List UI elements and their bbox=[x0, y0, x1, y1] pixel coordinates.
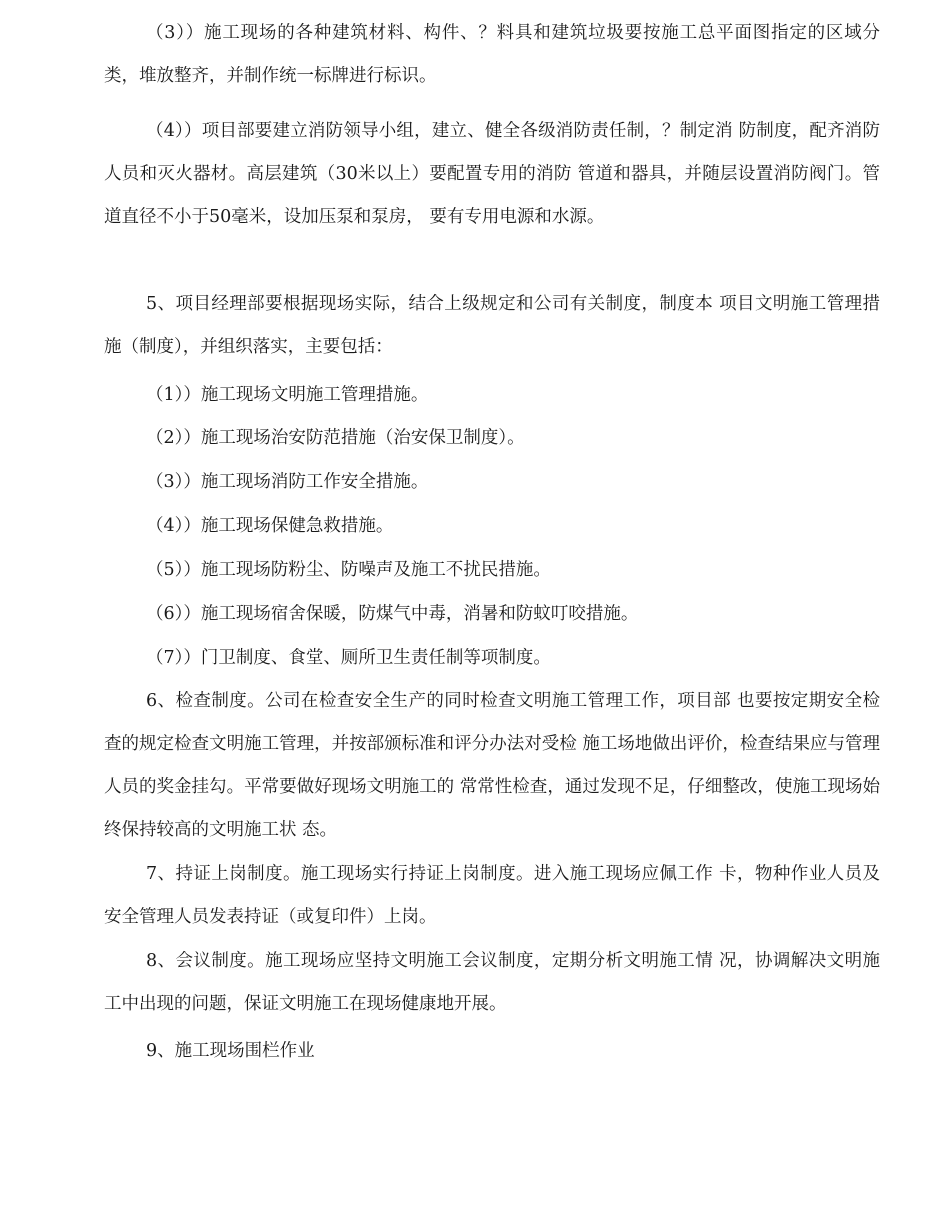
paragraph-meeting: 8、会议制度。施工现场应坚持文明施工会议制度，定期分析文明施工情 况，协调解决文明施工中出现的问题，保证文明施工在现场健康地开展。 bbox=[104, 951, 880, 1014]
paragraph-measures-intro: 5、项目经理部要根据现场实际，结合上级规定和公司有关制度，制度本 项目文明施工管理措施（制度），并组织落实，主要包括： bbox=[104, 294, 880, 357]
list-item: （6））施工现场宿舍保暖，防煤气中毒，消暑和防蚊叮咬措施。 bbox=[146, 604, 639, 624]
paragraph-materials: （3））施工现场的各种建筑材料、构件、？料具和建筑垃圾要按施工总平面图指定的区域分类，堆放整齐，并制作统一标牌进行标识。 bbox=[104, 23, 880, 86]
list-item: （2））施工现场治安防范措施（治安保卫制度）。 bbox=[146, 428, 525, 448]
list-item: （1））施工现场文明施工管理措施。 bbox=[146, 385, 429, 405]
list-item: （5））施工现场防粉尘、防噪声及施工不扰民措施。 bbox=[146, 560, 551, 580]
paragraph-fire-safety: （4））项目部要建立消防领导小组，建立、健全各级消防责任制，？制定消 防制度，配齐消防人员和灭火器材。高层建筑（30米以上）要配置专用的消防 管道和器具，并随层设置消防阀门。管道直径不小于50毫米，设加压泵和泵房， 要有专用电源和水源。 bbox=[104, 121, 880, 227]
list-item: （7））门卫制度、食堂、厕所卫生责任制等项制度。 bbox=[146, 648, 551, 668]
list-item: （4））施工现场保健急救措施。 bbox=[146, 516, 394, 536]
paragraph-fencing: 9、施工现场围栏作业 bbox=[146, 1041, 315, 1061]
paragraph-inspection: 6、检查制度。公司在检查安全生产的同时检查文明施工管理工作，项目部 也要按定期安全检查的规定检查文明施工管理，并按部颁标准和评分办法对受检 施工场地做出评价，检查结果应与管理人员的奖金挂勾。平常要做好现场文明施工的 常常性检查，通过发现不足，仔细整改，使施工现场始终保持较高的文明施工状 态。 bbox=[104, 691, 880, 840]
list-item: （3））施工现场消防工作安全措施。 bbox=[146, 472, 429, 492]
paragraph-certification: 7、持证上岗制度。施工现场实行持证上岗制度。进入施工现场应佩工作 卡，物种作业人员及安全管理人员发表持证（或复印件）上岗。 bbox=[104, 864, 880, 927]
